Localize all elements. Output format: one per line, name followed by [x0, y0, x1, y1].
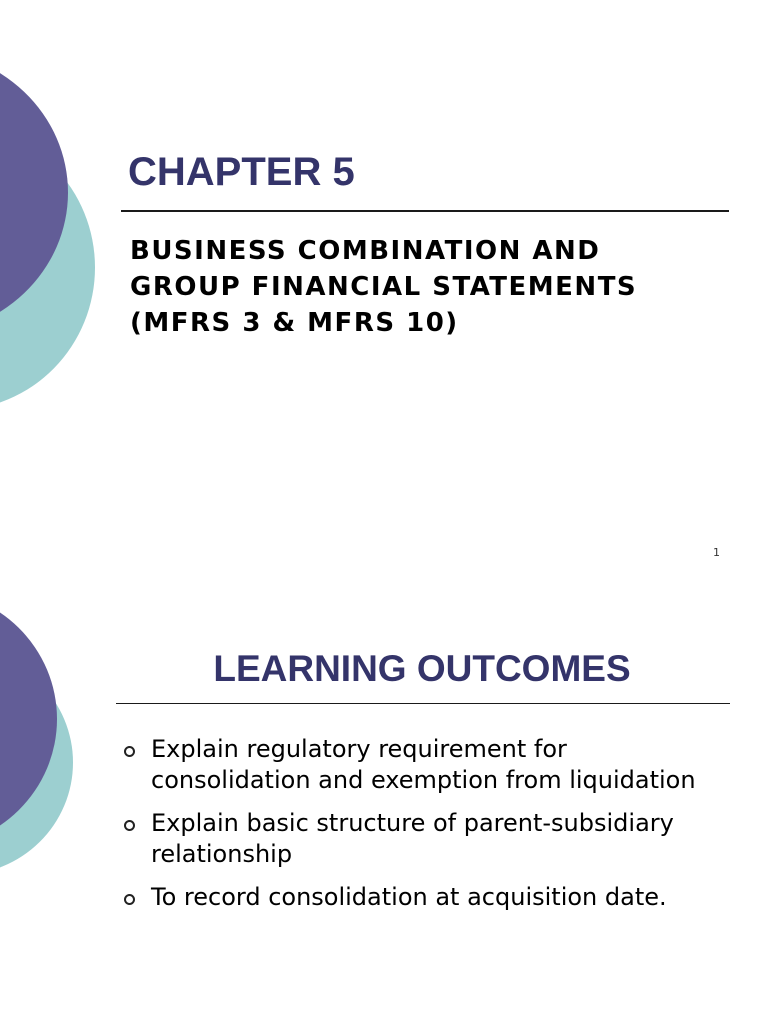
chapter-title: CHAPTER 5	[128, 150, 355, 194]
title-divider	[116, 703, 730, 704]
chapter-subtitle	[130, 233, 730, 341]
learning-outcomes-title: LEARNING OUTCOMES	[213, 648, 631, 689]
circle-bullet-icon	[124, 820, 135, 831]
list-item	[124, 734, 734, 796]
list-item-text: Explain regulatory requirement for consolidation and exemption from liquidation	[151, 735, 696, 794]
title-divider	[121, 210, 729, 212]
subtitle-line: GROUP FINANCIAL STATEMENTS	[130, 272, 638, 302]
subtitle-line: (MFRS 3 & MFRS 10)	[130, 308, 459, 338]
circle-bullet-icon	[124, 894, 135, 905]
page-number: 1	[713, 546, 720, 559]
list-item	[124, 882, 734, 913]
circle-bullet-icon	[124, 746, 135, 757]
list-item-text: To record consolidation at acquisition date.	[151, 883, 667, 911]
list-item-text: Explain basic structure of parent-subsidiary relationship	[151, 809, 674, 868]
outcomes-list	[124, 734, 734, 925]
subtitle-line: BUSINESS COMBINATION AND	[130, 236, 601, 266]
slide-2	[0, 580, 768, 1024]
list-item	[124, 808, 734, 870]
